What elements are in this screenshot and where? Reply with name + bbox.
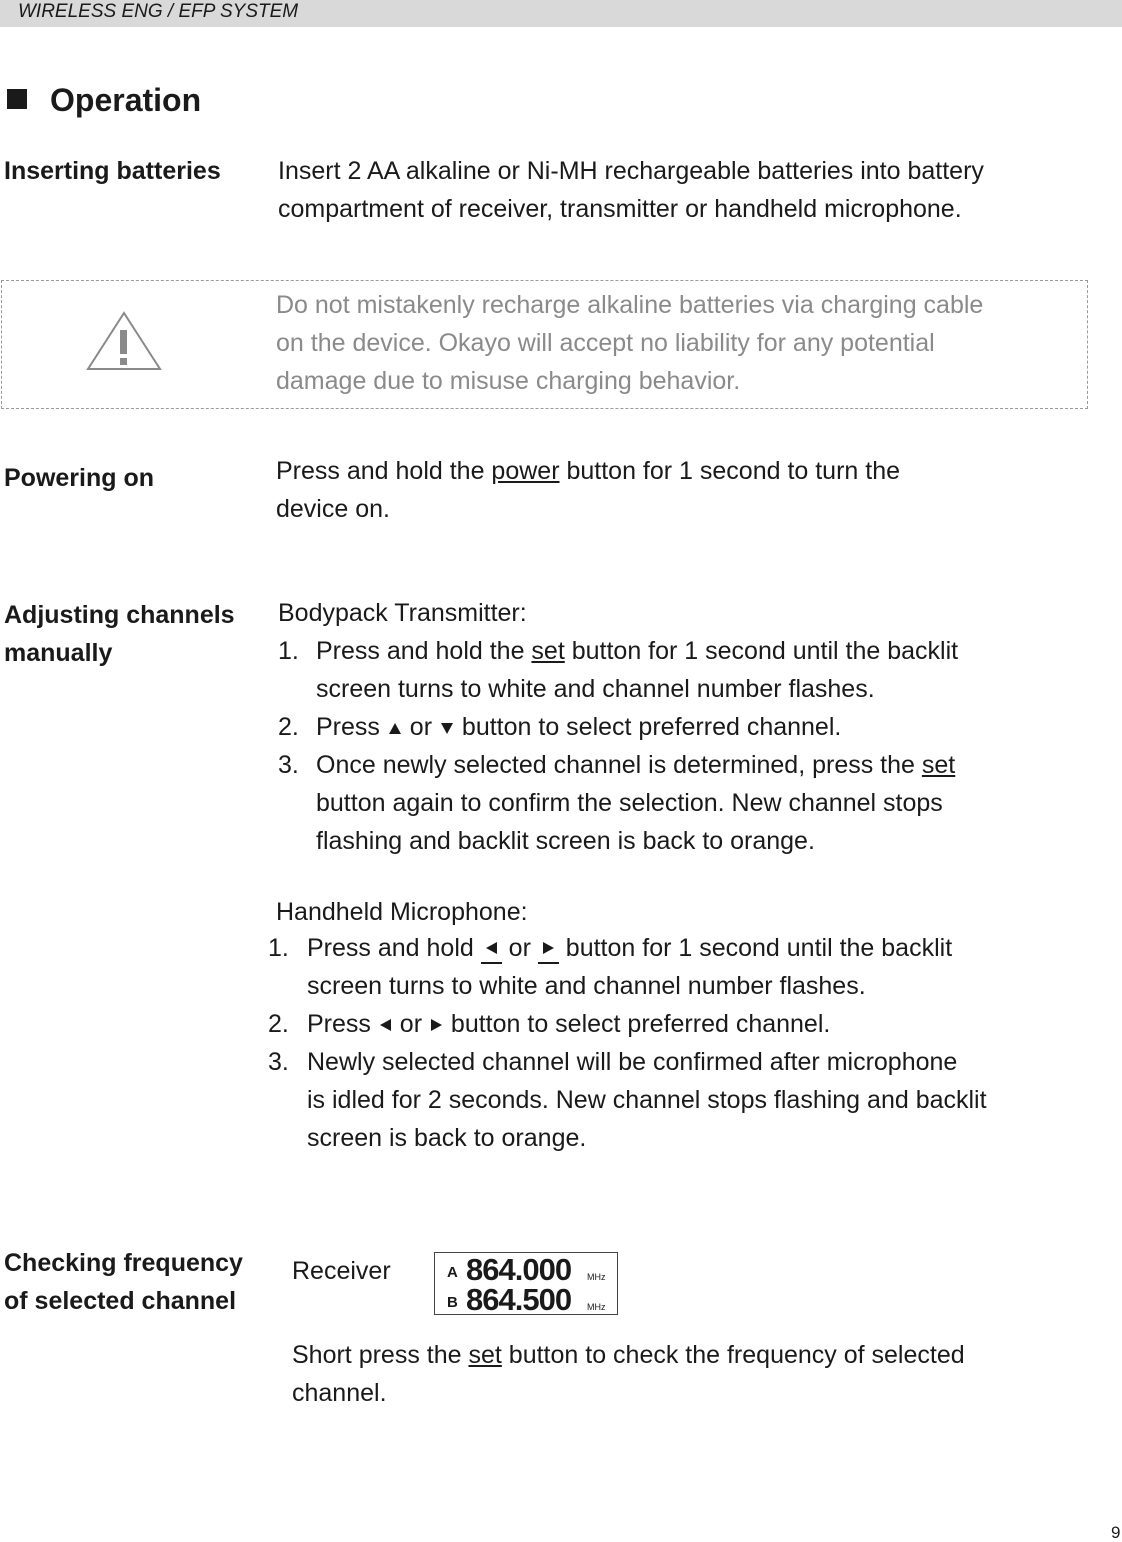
step-number: 3. — [268, 1048, 289, 1076]
checking-post: button to check the frequency of selected — [501, 1341, 965, 1369]
section-title: Operation — [50, 82, 202, 118]
right-arrow-icon — [431, 1019, 442, 1031]
step-text: Press and hold the — [316, 637, 532, 665]
step-number: 1. — [268, 934, 289, 962]
inserting-batteries-text — [278, 152, 1118, 228]
step-number: 2. — [268, 1010, 289, 1038]
left-arrow-icon — [486, 942, 497, 954]
right-arrow-icon — [543, 942, 554, 954]
list-item — [268, 1005, 1098, 1043]
set-button-ref: set — [531, 637, 565, 665]
warning-line-2: on the device. Okayo will accept no liability for any potential — [276, 329, 935, 357]
warning-triangle-icon — [85, 310, 163, 372]
adjusting-label-line-1: Adjusting channels — [4, 601, 235, 629]
square-bullet-icon — [7, 89, 27, 109]
set-button-ref: set — [468, 1341, 502, 1369]
powering-on-label: Powering on — [4, 464, 154, 492]
step-text: button to select preferred channel. — [454, 713, 842, 741]
adjusting-label-line-2: manually — [4, 639, 113, 667]
powering-post: button for 1 second to turn the — [559, 457, 901, 485]
checking-label-line-1: Checking frequency — [4, 1249, 243, 1277]
powering-pre: Press and hold the — [276, 457, 492, 485]
step-text: Newly selected channel will be confirmed after microphone — [307, 1048, 958, 1076]
lcd-frequency-a: 864.000 — [466, 1252, 572, 1287]
step-number: 1. — [278, 637, 299, 665]
warning-line-3: damage due to misuse charging behavior. — [276, 367, 741, 395]
handheld-steps — [268, 929, 1098, 1157]
step-text: Once newly selected channel is determined, press the — [316, 751, 922, 779]
warning-line-1: Do not mistakenly recharge alkaline batteries via charging cable — [276, 291, 984, 319]
step-text: button to select preferred channel. — [443, 1010, 831, 1038]
set-button-ref: set — [921, 751, 956, 779]
step-text: or — [392, 1010, 429, 1038]
step-text: button for 1 second until the backlit — [564, 637, 959, 665]
lcd-channel-b: B — [447, 1294, 458, 1311]
handheld-heading: Handheld Microphone: — [276, 898, 528, 926]
inserting-line-1: Insert 2 AA alkaline or Ni-MH rechargeable batteries into battery — [278, 157, 984, 185]
checking-text — [292, 1336, 1102, 1412]
receiver-lcd-display — [434, 1252, 618, 1315]
running-header-title: WIRELESS ENG / EFP SYSTEM — [18, 1, 299, 22]
list-item — [278, 746, 1098, 860]
step-text: Press and hold — [307, 934, 481, 962]
bodypack-steps — [278, 632, 1098, 860]
step-text: is idled for 2 seconds. New channel stops flashing and backlit — [307, 1086, 987, 1114]
down-arrow-icon — [441, 723, 453, 734]
step-text: or — [501, 934, 538, 962]
bodypack-heading: Bodypack Transmitter: — [278, 599, 527, 627]
adjusting-channels-label — [4, 596, 235, 672]
inserting-batteries-label: Inserting batteries — [4, 157, 221, 185]
checking-label-line-2: of selected channel — [4, 1287, 237, 1315]
left-arrow-icon — [380, 1019, 391, 1031]
step-number: 3. — [278, 751, 299, 779]
list-item — [268, 929, 1098, 1005]
step-text: screen is back to orange. — [307, 1124, 587, 1152]
step-number: 2. — [278, 713, 299, 741]
lcd-frequency-b: 864.500 — [466, 1282, 572, 1317]
inserting-line-2: compartment of receiver, transmitter or handheld microphone. — [278, 195, 962, 223]
checking-pre: Short press the — [292, 1341, 469, 1369]
step-text: Press — [307, 1010, 378, 1038]
page-number: 9 — [1111, 1523, 1121, 1542]
warning-text — [276, 286, 1086, 400]
step-text: screen turns to white and channel number flashes. — [316, 675, 875, 703]
step-text: Press — [316, 713, 387, 741]
list-item — [268, 1043, 1098, 1157]
receiver-label: Receiver — [292, 1257, 391, 1285]
powering-line-2: device on. — [276, 495, 390, 523]
step-text: or — [402, 713, 439, 741]
step-text: button for 1 second until the backlit — [558, 934, 953, 962]
list-item — [278, 632, 1098, 708]
step-text: button again to confirm the selection. New channel stops — [316, 789, 943, 817]
lcd-unit-b: MHz — [587, 1302, 606, 1312]
checking-frequency-label — [4, 1244, 243, 1320]
lcd-channel-a: A — [447, 1264, 458, 1281]
list-item — [278, 708, 1098, 746]
checking-line-2: channel. — [292, 1379, 387, 1407]
lcd-unit-a: MHz — [587, 1272, 606, 1282]
power-button-ref: power — [491, 457, 560, 485]
powering-on-text — [276, 452, 1096, 528]
step-text: screen turns to white and channel number flashes. — [307, 972, 866, 1000]
up-arrow-icon — [389, 723, 401, 734]
step-text: flashing and backlit screen is back to orange. — [316, 827, 815, 855]
